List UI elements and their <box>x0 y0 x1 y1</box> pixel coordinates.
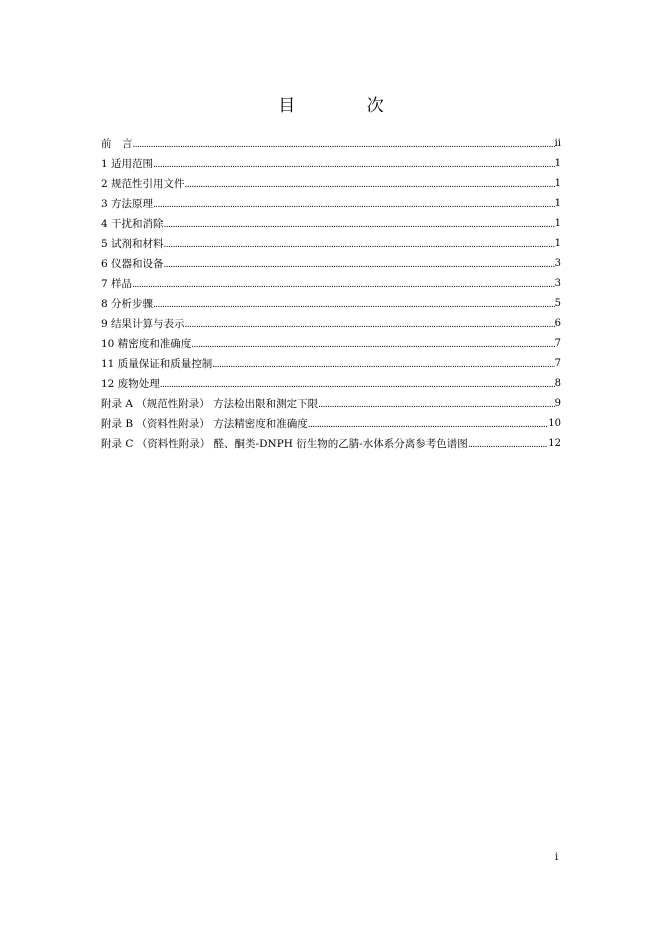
toc-leader-dots <box>153 294 555 314</box>
toc-entry[interactable] <box>101 434 561 454</box>
toc-entry-page: 10 <box>548 418 561 429</box>
toc-entry-label: 附录 B （资料性附录） 方法精密度和准确度 <box>101 418 308 430</box>
toc-entry[interactable] <box>101 134 561 154</box>
toc-entry-label: 10 精密度和准确度 <box>101 338 192 350</box>
toc-entry-page: 3 <box>554 278 561 289</box>
toc-entry-label: 前 言 <box>101 138 133 150</box>
toc-entry[interactable] <box>101 174 561 194</box>
toc-entry-page: 1 <box>554 178 561 189</box>
toc-entry-label: 5 试剂和材料 <box>101 238 164 250</box>
page-number: i <box>555 852 559 863</box>
toc-leader-dots <box>153 194 555 214</box>
toc-entry[interactable] <box>101 154 561 174</box>
toc-entry-label: 6 仪器和设备 <box>101 258 164 270</box>
toc-leader-dots <box>164 214 555 234</box>
toc-title: 目 次 <box>278 96 417 116</box>
toc-entry-page: 12 <box>548 438 561 449</box>
toc-leader-dots <box>308 414 549 434</box>
toc-leader-dots <box>185 174 555 194</box>
toc-leader-dots <box>191 334 554 354</box>
toc-leader-dots <box>132 274 555 294</box>
toc-entry-page: 6 <box>554 318 561 329</box>
toc-leader-dots <box>318 394 555 414</box>
toc-leader-dots <box>164 234 555 254</box>
toc-entry-label: 1 适用范围 <box>101 158 154 170</box>
toc-entry-label: 9 结果计算与表示 <box>101 318 185 330</box>
toc-entry[interactable] <box>101 194 561 214</box>
toc-entry-page: 5 <box>554 298 561 309</box>
toc-entry-page: 7 <box>554 358 561 369</box>
toc-entry[interactable] <box>101 214 561 234</box>
toc-entry-page: 1 <box>554 218 561 229</box>
toc-entry-label: 附录 C （资料性附录） 醛、酮类-DNPH 衍生物的乙腈-水体系分离参考色谱图 <box>101 438 468 450</box>
toc-entry[interactable] <box>101 394 561 414</box>
toc-leader-dots <box>133 134 555 154</box>
toc-entry-label: 11 质量保证和质量控制 <box>101 358 213 370</box>
toc-entry-page: 1 <box>554 238 561 249</box>
toc-entry-page: 1 <box>554 158 561 169</box>
toc-entry[interactable] <box>101 354 561 374</box>
toc-entry-label: 3 方法原理 <box>101 198 154 210</box>
toc-entry-page: 9 <box>554 398 561 409</box>
toc-entry-label: 8 分析步骤 <box>101 298 154 310</box>
toc-entry-page: ii <box>554 138 561 149</box>
toc-leader-dots <box>185 314 555 334</box>
toc-entry-page: 7 <box>554 338 561 349</box>
toc-entry-page: 3 <box>554 258 561 269</box>
toc-leader-dots <box>160 374 555 394</box>
toc-entry[interactable] <box>101 314 561 334</box>
toc-entry-page: 8 <box>554 378 561 389</box>
toc-entry-label: 7 样品 <box>101 278 133 290</box>
toc-list <box>101 134 561 454</box>
toc-entry-page: 1 <box>554 198 561 209</box>
toc-entry-label: 12 废物处理 <box>101 378 160 390</box>
toc-leader-dots <box>164 254 555 274</box>
toc-leader-dots <box>468 434 548 454</box>
toc-entry[interactable] <box>101 294 561 314</box>
toc-entry[interactable] <box>101 234 561 254</box>
toc-entry-label: 4 干扰和消除 <box>101 218 164 230</box>
toc-entry-label: 附录 A （规范性附录） 方法检出限和测定下限 <box>101 398 319 410</box>
toc-entry[interactable] <box>101 254 561 274</box>
toc-entry[interactable] <box>101 414 561 434</box>
toc-entry-label: 2 规范性引用文件 <box>101 178 185 190</box>
toc-entry[interactable] <box>101 274 561 294</box>
toc-leader-dots <box>153 154 555 174</box>
toc-entry[interactable] <box>101 334 561 354</box>
toc-leader-dots <box>212 354 554 374</box>
toc-entry[interactable] <box>101 374 561 394</box>
